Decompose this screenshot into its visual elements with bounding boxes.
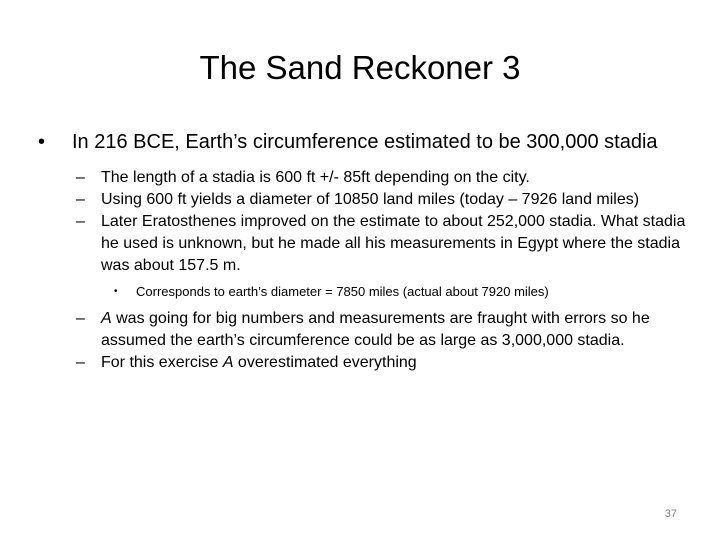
sub-item-italic: A bbox=[222, 354, 234, 371]
sub-item bbox=[76, 167, 688, 189]
dash-icon: – bbox=[76, 354, 85, 371]
bullet-item bbox=[38, 130, 688, 155]
slide-title: The Sand Reckoner 3 bbox=[199, 49, 521, 86]
dash-icon: – bbox=[76, 169, 85, 186]
sub-sub-item-text: Corresponds to earth’s diameter = 7850 miles (actual about 7920 miles) bbox=[136, 284, 549, 299]
sub-item-italic: A bbox=[101, 310, 112, 327]
sub-item-text: Later Eratosthenes improved on the estimate to about 252,000 stadia. What stadia he used is unknown, but he made all his measurements in Egypt where the stadia was about 157.5 m. bbox=[101, 213, 686, 274]
dash-icon: – bbox=[76, 191, 85, 208]
sub-item bbox=[76, 352, 688, 374]
sub-item-text: For this exercise bbox=[101, 354, 223, 371]
bullet-icon: • bbox=[38, 131, 46, 153]
dash-icon: – bbox=[76, 213, 85, 230]
sub-item-text: overestimated everything bbox=[233, 354, 417, 371]
sub-item-text: The length of a stadia is 600 ft +/- 85ft depending on the city. bbox=[101, 169, 530, 186]
sub-item bbox=[76, 189, 688, 211]
sub-item bbox=[76, 211, 688, 277]
sub-item bbox=[76, 308, 688, 352]
bullet-text: In 216 BCE, Earth’s circumference estimated to be 300,000 stadia bbox=[72, 131, 658, 153]
sub-item-text: was going for big numbers and measurements are fraught with errors so he assumed the earth’s circumference could be as large as 3,000,000 stadia. bbox=[101, 310, 650, 349]
slide-content bbox=[38, 130, 688, 374]
sub-item-text: Using 600 ft yields a diameter of 10850 land miles (today – 7926 land miles) bbox=[101, 191, 640, 208]
page-number: 37 bbox=[664, 508, 677, 520]
small-bullet-icon: • bbox=[114, 286, 118, 297]
sub-sub-item bbox=[114, 283, 688, 301]
dash-icon: – bbox=[76, 310, 85, 327]
sub-list bbox=[38, 167, 688, 374]
